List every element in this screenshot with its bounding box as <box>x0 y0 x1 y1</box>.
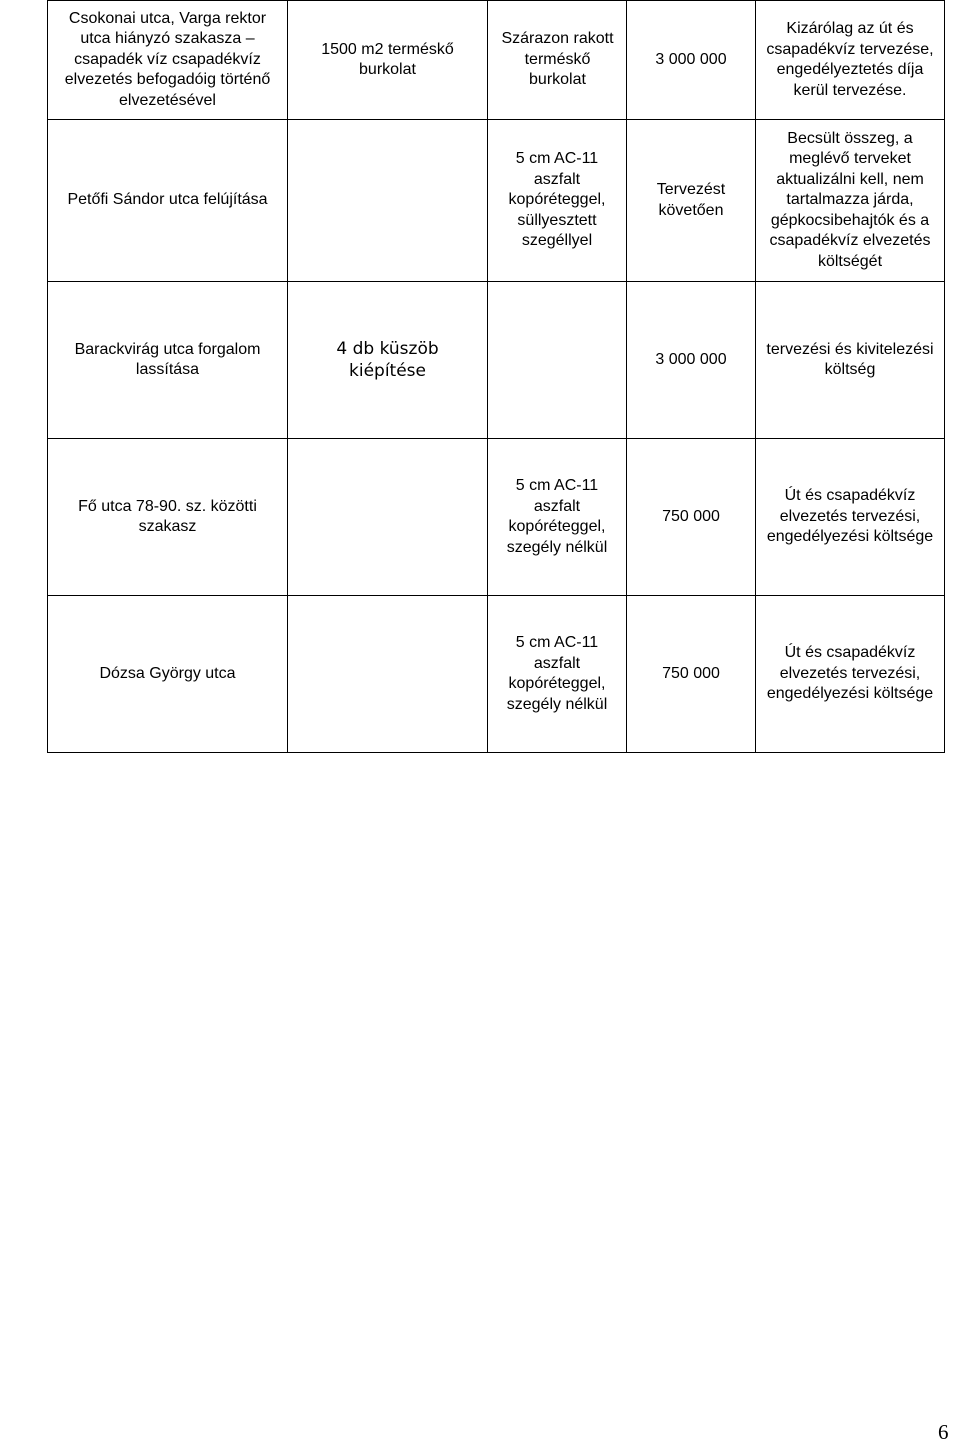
technology-cell: Szárazon rakott terméskő burkolat <box>488 1 627 120</box>
table-row <box>48 282 945 439</box>
street-name-cell: Petőfi Sándor utca felújítása <box>48 120 288 282</box>
note-cell: Út és csapadékvíz elvezetés tervezési, engedélyezési költsége <box>756 596 945 753</box>
note-cell: Becsült összeg, a meglévő terveket aktualizálni kell, nem tartalmazza járda, gépkocsibehajtók és a csapadékvíz elvezetés költségét <box>756 120 945 282</box>
technology-cell <box>488 282 627 439</box>
cost-cell: 3 000 000 <box>627 282 756 439</box>
street-name-cell: Barackvirág utca forgalom lassítása <box>48 282 288 439</box>
quantity-cell: 1500 m2 terméskő burkolat <box>288 1 488 120</box>
technology-cell: 5 cm AC-11 aszfalt kopóréteggel, szegély nélkül <box>488 439 627 596</box>
quantity-cell <box>288 439 488 596</box>
projects-table <box>47 0 945 753</box>
cost-cell: Tervezést követően <box>627 120 756 282</box>
cost-cell: 3 000 000 <box>627 1 756 120</box>
page-number: 6 <box>938 1420 949 1444</box>
note-cell: Kizárólag az út és csapadékvíz tervezése, engedélyeztetés díja kerül tervezése. <box>756 1 945 120</box>
table-row <box>48 1 945 120</box>
table-row <box>48 596 945 753</box>
cost-cell: 750 000 <box>627 439 756 596</box>
technology-cell: 5 cm AC-11 aszfalt kopóréteggel, süllyesztett szegéllyel <box>488 120 627 282</box>
street-name-cell: Csokonai utca, Varga rektor utca hiányzó szakasza – csapadék víz csapadékvíz elvezetés befogadóig történő elvezetésével <box>48 1 288 120</box>
table-row <box>48 120 945 282</box>
note-cell: Út és csapadékvíz elvezetés tervezési, engedélyezési költsége <box>756 439 945 596</box>
quantity-cell <box>288 120 488 282</box>
cost-cell: 750 000 <box>627 596 756 753</box>
quantity-cell <box>288 596 488 753</box>
note-cell: tervezési és kivitelezési költség <box>756 282 945 439</box>
technology-cell: 5 cm AC-11 aszfalt kopóréteggel, szegély nélkül <box>488 596 627 753</box>
quantity-cell: 4 db küszöb kiépítése <box>288 282 488 439</box>
street-name-cell: Dózsa György utca <box>48 596 288 753</box>
street-name-cell: Fő utca 78-90. sz. közötti szakasz <box>48 439 288 596</box>
table-row <box>48 439 945 596</box>
